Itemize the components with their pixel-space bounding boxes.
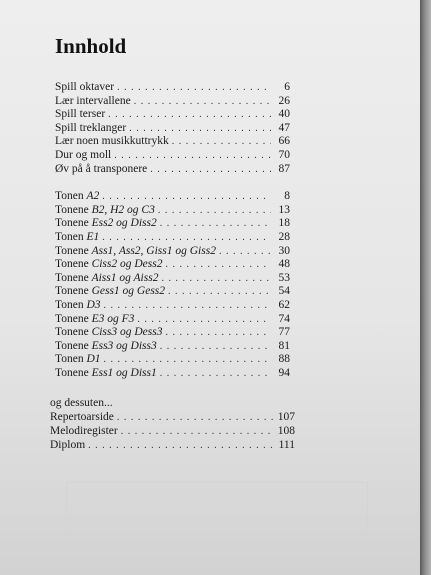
toc-entry [55, 122, 290, 136]
toc-entry-note-names: Ess1 og Diss1 [91, 366, 157, 379]
toc-entry-label [55, 313, 134, 327]
table-of-contents [50, 33, 295, 452]
toc-entry-label-text: Tonen [55, 298, 87, 311]
toc-entry-label [55, 326, 163, 340]
toc-page-number: 40 [278, 108, 290, 121]
toc-entry-label-text: Spill terser [55, 108, 106, 121]
toc-entry-label-text: Spill oktaver [55, 81, 115, 93]
page-edge-shadow [420, 0, 431, 575]
toc-leader-dots [172, 135, 271, 149]
toc-page-number: 62 [278, 298, 290, 311]
toc-page-number: 87 [278, 162, 290, 175]
toc-entry-label-text: Repertoarside [50, 411, 114, 424]
toc-entry-label [55, 299, 101, 313]
toc-entry [55, 258, 290, 272]
toc-page-number: 66 [278, 135, 290, 148]
toc-entry-label-text: Tonene [55, 285, 92, 298]
toc-entry-label-text: Tonene [55, 271, 92, 284]
toc-entry-label-text: Tonene [55, 326, 92, 339]
toc-leader-dots [160, 217, 271, 231]
toc-entry [55, 108, 290, 122]
toc-entry-label-text: Tonene [55, 258, 92, 271]
toc-entry-note-names: A2 [86, 190, 100, 203]
toc-entry-label-text: Tonene [55, 217, 92, 230]
toc-entry-label [55, 340, 157, 354]
toc-entry-label [50, 425, 118, 439]
toc-entry [55, 217, 290, 231]
toc-page-number: 94 [278, 366, 290, 379]
toc-entry-label-text: Tonene [55, 312, 92, 325]
toc-leader-dots [121, 425, 275, 439]
toc-entry-label-text: Tonen [55, 230, 87, 243]
toc-entry [55, 95, 290, 109]
toc-leader-dots [88, 439, 275, 453]
toc-entry-label [55, 149, 111, 163]
toc-page-number: 81 [278, 339, 290, 352]
toc-leader-dots [117, 411, 275, 425]
toc-page-number: 48 [278, 258, 290, 271]
toc-leader-dots [161, 272, 271, 286]
toc-leader-dots [134, 95, 271, 109]
toc-page-number: 54 [278, 285, 290, 298]
toc-entry-label [55, 217, 157, 231]
toc-title: Innhold [55, 34, 127, 58]
toc-leader-dots [150, 163, 271, 177]
toc-extra-heading: og dessuten... [50, 397, 113, 410]
toc-entry-label [55, 245, 216, 259]
toc-entry-label-text: Lær intervallene [55, 94, 131, 107]
toc-leader-dots [166, 258, 272, 272]
toc-entry-note-names: Ess3 og Diss3 [91, 339, 157, 352]
toc-leader-dots [219, 245, 271, 259]
toc-entry-label-text: Melodiregister [50, 425, 118, 438]
toc-entry-note-names: Gess1 og Gess2 [91, 285, 166, 298]
toc-entry-label-text: Diplom [50, 438, 86, 451]
toc-leader-dots [166, 326, 272, 340]
toc-entry [55, 163, 290, 177]
toc-leader-dots [114, 149, 271, 163]
toc-entry [55, 272, 290, 286]
toc-entry-label [55, 204, 155, 218]
toc-entry-label [55, 95, 131, 109]
toc-entry-label [55, 285, 165, 299]
toc-leader-dots [108, 108, 271, 122]
toc-entry-note-names: E1 [86, 230, 100, 243]
toc-leader-dots [129, 122, 271, 136]
toc-leader-dots [158, 204, 271, 218]
toc-entry-note-names: B2, H2 og C3 [91, 203, 155, 216]
toc-entry-label [55, 231, 99, 245]
toc-page-number: 8 [284, 190, 290, 203]
toc-leader-dots [102, 231, 271, 245]
toc-leader-dots [104, 353, 271, 367]
toc-entry-label [55, 135, 169, 149]
toc-page-number: 26 [278, 94, 290, 107]
toc-entry-note-names: Aiss1 og Aiss2 [91, 271, 159, 284]
toc-entry [55, 81, 290, 95]
toc-entry-label [55, 163, 147, 177]
toc-page-number: 107 [277, 411, 295, 424]
toc-entry-label [55, 353, 101, 367]
toc-entry [55, 190, 290, 204]
toc-page-number: 13 [278, 203, 290, 216]
toc-page-number: 6 [284, 81, 290, 93]
toc-leader-dots [137, 313, 271, 327]
toc-entry-label [55, 122, 126, 136]
toc-entry [50, 439, 295, 453]
toc-entry-label-text: Tonene [55, 339, 92, 352]
toc-entry [55, 231, 290, 245]
toc-entry-label-text: Dur og moll [55, 148, 112, 161]
toc-page-number: 74 [278, 312, 290, 325]
toc-page-number: 111 [278, 438, 295, 451]
toc-entry-label-text: Lær noen musikkuttrykk [55, 135, 169, 148]
toc-entry-note-names: E3 og F3 [91, 312, 135, 325]
toc-page-number: 70 [278, 148, 290, 161]
toc-page-number: 108 [277, 425, 295, 438]
toc-entry-label-text: Øv på å transponere [55, 162, 148, 175]
toc-entry-note-names: Ciss2 og Dess2 [91, 258, 163, 271]
toc-entry-label-text: Tonen [55, 190, 87, 203]
toc-entry-note-names: Ess2 og Diss2 [91, 217, 157, 230]
toc-entry [55, 245, 290, 259]
toc-leader-dots [160, 340, 271, 354]
toc-entry [55, 135, 290, 149]
toc-entry-note-names: Ciss3 og Dess3 [91, 326, 163, 339]
toc-page-number: 18 [278, 217, 290, 230]
toc-page-number: 47 [278, 121, 290, 134]
toc-section-exercises [55, 81, 290, 176]
toc-entry [55, 204, 290, 218]
toc-entry-note-names: D1 [86, 353, 101, 366]
toc-entry-note-names: D3 [86, 298, 101, 311]
toc-page-number: 53 [278, 271, 290, 284]
toc-entry [55, 340, 290, 354]
toc-entry-label [55, 81, 114, 95]
toc-page-number: 30 [278, 244, 290, 257]
toc-entry [50, 411, 295, 425]
toc-entry [55, 285, 290, 299]
toc-entry-note-names: Ass1, Ass2, Giss1 og Giss2 [91, 244, 216, 257]
toc-leader-dots [168, 285, 271, 299]
toc-leader-dots [117, 81, 271, 95]
toc-entry-label-text: Tonene [55, 244, 92, 257]
toc-entry-label-text: Tonene [55, 366, 92, 379]
toc-entry [50, 425, 295, 439]
toc-entry-label [55, 367, 157, 381]
toc-entry-label [55, 272, 158, 286]
toc-leader-dots [104, 299, 271, 313]
toc-section-extras [50, 411, 295, 452]
toc-entry [55, 149, 290, 163]
toc-entry [55, 313, 290, 327]
toc-entry-label [55, 108, 105, 122]
toc-entry-label [55, 190, 99, 204]
toc-entry-label [50, 439, 85, 453]
toc-entry [55, 299, 290, 313]
toc-entry [55, 353, 290, 367]
toc-entry-label [55, 258, 163, 272]
toc-section-notes [55, 190, 290, 380]
toc-page-number: 88 [278, 353, 290, 366]
toc-entry [55, 326, 290, 340]
toc-entry-label-text: Tonen [55, 353, 87, 366]
toc-leader-dots [102, 190, 271, 204]
toc-page-number: 28 [278, 230, 290, 243]
toc-entry-label-text: Spill treklanger [55, 121, 127, 134]
toc-entry-label-text: Tonene [55, 203, 92, 216]
toc-leader-dots [160, 367, 271, 381]
toc-page-number: 77 [278, 326, 290, 339]
toc-entry-label [50, 411, 114, 425]
show-through-box [66, 482, 368, 544]
toc-entry [55, 367, 290, 381]
